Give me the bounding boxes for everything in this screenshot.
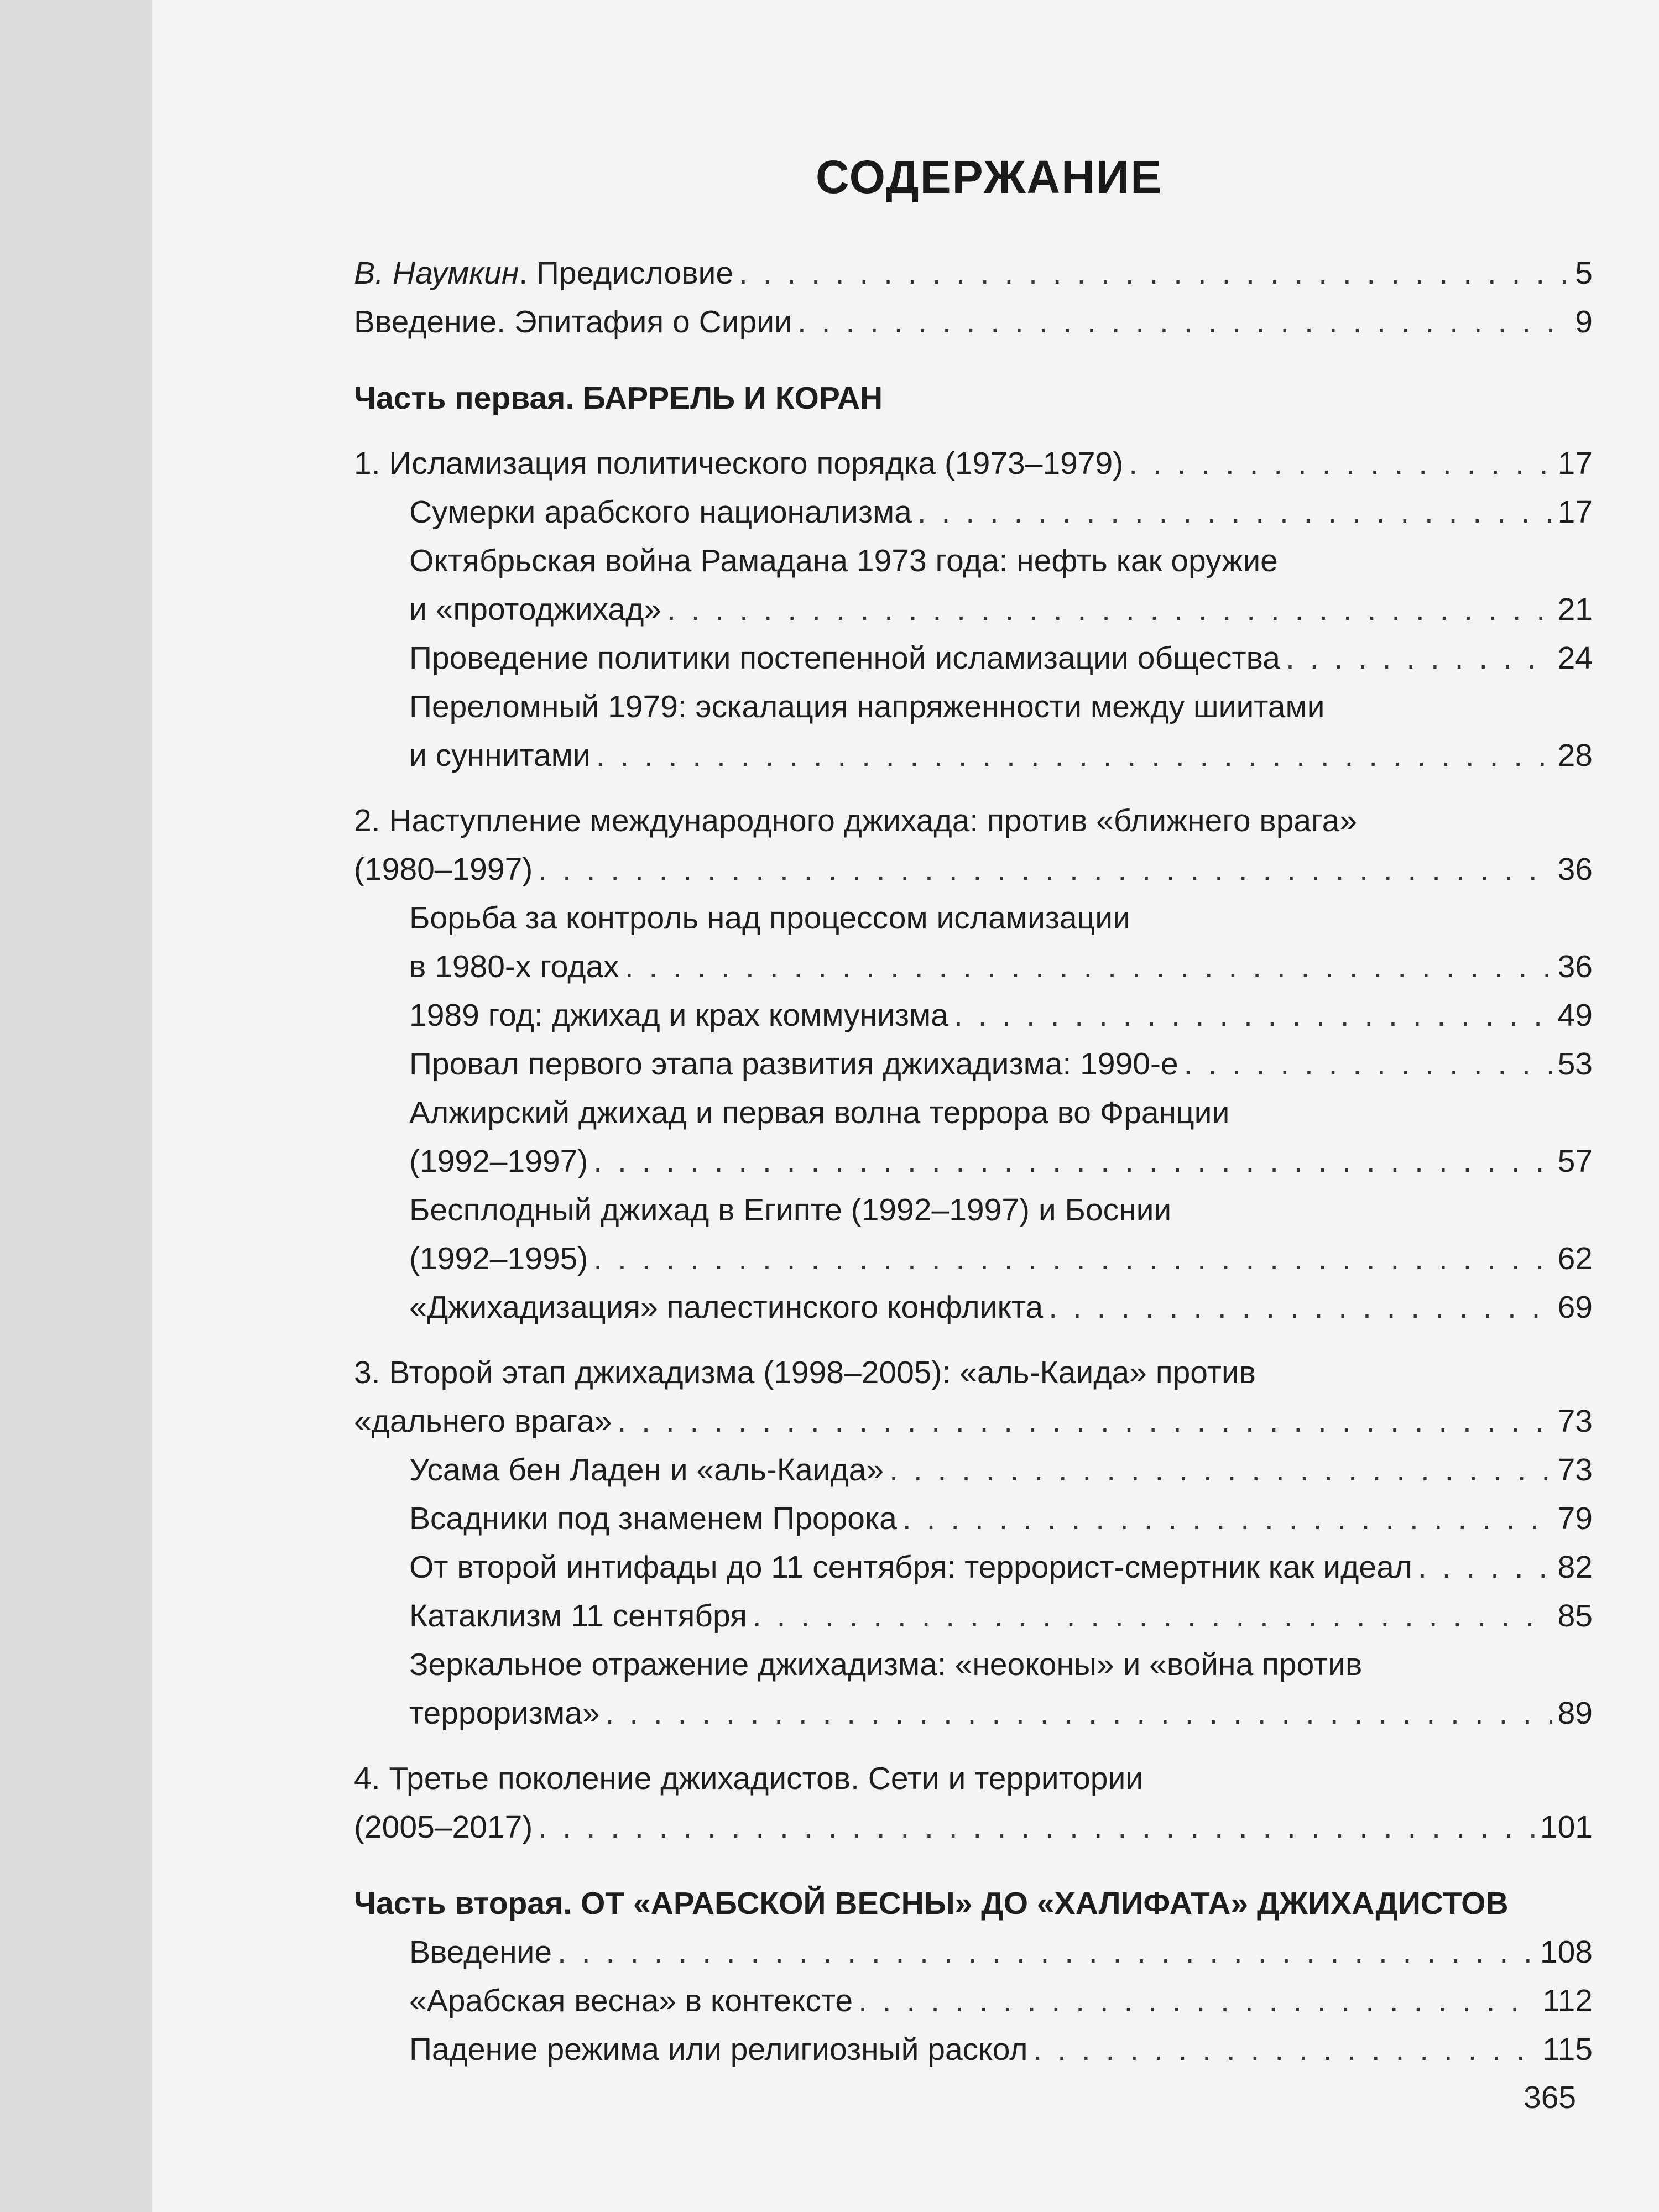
toc-leader-dots	[625, 942, 1552, 991]
page-title: СОДЕРЖАНИЕ	[816, 151, 1163, 203]
table-of-contents	[354, 249, 1593, 2074]
toc-leader-dots	[753, 1592, 1552, 1640]
toc-leader-dots	[667, 585, 1552, 634]
toc-entry	[354, 298, 1593, 346]
toc-entry	[409, 1976, 1593, 2025]
toc-entry-title: Борьба за контроль над процессом исламизации	[409, 900, 1130, 936]
toc-part-heading	[354, 374, 1593, 422]
toc-entry	[409, 1689, 1593, 1738]
toc-entry-title: Бесплодный джихад в Египте (1992–1997) и Боснии	[409, 1192, 1172, 1228]
toc-entry-title: Переломный 1979: эскалация напряженности между шиитами	[409, 689, 1325, 724]
toc-leader-dots	[889, 1446, 1552, 1494]
book-page	[152, 0, 1659, 2212]
toc-entry	[409, 991, 1593, 1040]
toc-entry	[354, 796, 1593, 845]
toc-leader-dots	[739, 249, 1569, 298]
toc-entry-title: терроризма»	[409, 1695, 600, 1731]
toc-entry-title: Сумерки арабского национализма	[409, 494, 912, 530]
toc-entry-title: Проведение политики постепенной исламизации общества	[409, 640, 1280, 676]
toc-leader-dots	[618, 1397, 1552, 1446]
toc-entry-title: «Арабская весна» в контексте	[409, 1983, 853, 2018]
toc-entry	[409, 585, 1593, 634]
toc-entry-title: 2. Наступление международного джихада: против «ближнего врага»	[354, 803, 1358, 838]
toc-entry	[409, 2025, 1593, 2074]
toc-entry-title: Всадники под знаменем Пророка	[409, 1501, 897, 1536]
toc-leader-dots	[538, 845, 1552, 894]
toc-entry-page: 85	[1557, 1598, 1593, 1634]
toc-leader-dots	[1286, 634, 1552, 682]
toc-entry	[354, 1803, 1593, 1851]
toc-entry-page: 112	[1542, 1983, 1593, 2018]
toc-leader-dots	[1048, 1283, 1552, 1332]
toc-entry-title: и «протоджихад»	[409, 592, 662, 627]
toc-entry-title: «Джихадизация» палестинского конфликта	[409, 1290, 1044, 1325]
toc-entry-page: 89	[1557, 1695, 1593, 1731]
toc-entry	[354, 249, 1593, 298]
toc-entry-page: 73	[1557, 1404, 1593, 1439]
toc-entry	[354, 439, 1593, 488]
toc-entry-title: Падение режима или религиозный раскол	[409, 2032, 1028, 2067]
toc-leader-dots	[593, 1234, 1552, 1283]
toc-leader-dots	[1033, 2025, 1537, 2074]
toc-entry	[409, 1543, 1593, 1592]
toc-entry	[409, 1928, 1593, 1976]
toc-leader-dots	[1184, 1040, 1552, 1088]
toc-entry-title: От второй интифады до 11 сентября: террорист-смертник как идеал	[409, 1550, 1413, 1585]
toc-entry-title: Катаклизм 11 сентября	[409, 1598, 747, 1634]
toc-entry-title: Часть первая. БАРРЕЛЬ И КОРАН	[354, 380, 883, 416]
toc-leader-dots	[606, 1689, 1552, 1738]
toc-entry	[409, 1040, 1593, 1088]
toc-entry	[409, 1283, 1593, 1332]
toc-entry-page: 57	[1557, 1144, 1593, 1179]
toc-entry	[354, 1754, 1593, 1803]
toc-entry-title: Введение	[409, 1934, 552, 1970]
toc-entry-title: 1. Исламизация политического порядка (1973–1979)	[354, 446, 1124, 481]
toc-entry	[409, 1234, 1593, 1283]
toc-entry-page: 17	[1557, 446, 1593, 481]
toc-entry-page: 49	[1557, 998, 1593, 1033]
toc-entry-title: 4. Третье поколение джихадистов. Сети и территории	[354, 1761, 1144, 1796]
toc-entry	[409, 1592, 1593, 1640]
toc-entry-title: и суннитами	[409, 738, 591, 773]
toc-entry-title: Октябрьская война Рамадана 1973 года: нефть как оружие	[409, 543, 1278, 578]
toc-entry-page: 36	[1557, 949, 1593, 984]
toc-entry-page: 115	[1542, 2032, 1593, 2067]
toc-entry-title: Часть вторая. ОТ «АРАБСКОЙ ВЕСНЫ» ДО «ХАЛИФАТА» ДЖИХАДИСТОВ	[354, 1886, 1509, 1921]
page-number: 365	[1524, 2080, 1577, 2115]
toc-entry-title: (2005–2017)	[354, 1809, 533, 1845]
toc-entry	[409, 1640, 1593, 1689]
toc-entry-title: 1989 год: джихад и крах коммунизма	[409, 998, 948, 1033]
toc-entry	[354, 845, 1593, 894]
toc-entry	[409, 1088, 1593, 1137]
toc-entry-page: 101	[1540, 1809, 1593, 1845]
toc-entry-title: (1992–1995)	[409, 1241, 588, 1276]
toc-entry-page: 17	[1557, 494, 1593, 530]
toc-entry-title: Алжирский джихад и первая волна террора во Франции	[409, 1095, 1230, 1130]
toc-entry	[409, 1446, 1593, 1494]
toc-leader-dots	[902, 1494, 1552, 1543]
toc-entry-page: 69	[1557, 1290, 1593, 1325]
toc-entry-title: Усама бен Ладен и «аль-Каида»	[409, 1452, 884, 1488]
toc-entry-page: 82	[1557, 1550, 1593, 1585]
toc-entry-page: 36	[1557, 852, 1593, 887]
toc-entry-title: В. Наумкин. Предисловие	[354, 255, 734, 291]
toc-entry	[409, 634, 1593, 682]
toc-leader-dots	[557, 1928, 1535, 1976]
toc-entry-author: В. Наумкин	[354, 255, 519, 291]
toc-leader-dots	[1418, 1543, 1552, 1592]
toc-entry-page: 9	[1575, 304, 1593, 340]
toc-entry	[409, 942, 1593, 991]
toc-entry-title: (1992–1997)	[409, 1144, 588, 1179]
toc-leader-dots	[593, 1137, 1552, 1186]
toc-entry-title: «дальнего врага»	[354, 1404, 612, 1439]
toc-leader-dots	[954, 991, 1552, 1040]
toc-entry-page: 5	[1575, 255, 1593, 291]
toc-entry-page: 79	[1557, 1501, 1593, 1536]
toc-entry	[409, 731, 1593, 780]
toc-leader-dots	[797, 298, 1569, 346]
toc-part-heading	[354, 1879, 1593, 1928]
toc-entry-page: 108	[1540, 1934, 1593, 1970]
toc-entry-title: в 1980-х годах	[409, 949, 619, 984]
toc-leader-dots	[1129, 439, 1552, 488]
toc-entry-title: Провал первого этапа развития джихадизма: 1990-е	[409, 1046, 1178, 1082]
toc-leader-dots	[538, 1803, 1535, 1851]
toc-entry-page: 24	[1557, 640, 1593, 676]
toc-entry	[354, 1397, 1593, 1446]
toc-leader-dots	[858, 1976, 1537, 2025]
toc-entry	[409, 536, 1593, 585]
toc-entry-title: Введение. Эпитафия о Сирии	[354, 304, 792, 340]
toc-entry-page: 28	[1557, 738, 1593, 773]
toc-entry	[409, 894, 1593, 942]
toc-entry-page: 21	[1557, 592, 1593, 627]
toc-entry	[409, 1494, 1593, 1543]
toc-entry	[409, 1186, 1593, 1234]
toc-entry	[354, 1348, 1593, 1397]
toc-entry-title: 3. Второй этап джихадизма (1998–2005): «аль-Каида» против	[354, 1355, 1256, 1390]
toc-entry-page: 62	[1557, 1241, 1593, 1276]
toc-leader-dots	[917, 488, 1552, 536]
toc-entry	[409, 682, 1593, 731]
toc-entry-page: 73	[1557, 1452, 1593, 1488]
toc-entry-title: (1980–1997)	[354, 852, 533, 887]
toc-entry	[409, 1137, 1593, 1186]
toc-entry-title: Зеркальное отражение джихадизма: «неоконы» и «война против	[409, 1647, 1363, 1682]
toc-leader-dots	[596, 731, 1552, 780]
toc-entry-page: 53	[1557, 1046, 1593, 1082]
toc-entry	[409, 488, 1593, 536]
